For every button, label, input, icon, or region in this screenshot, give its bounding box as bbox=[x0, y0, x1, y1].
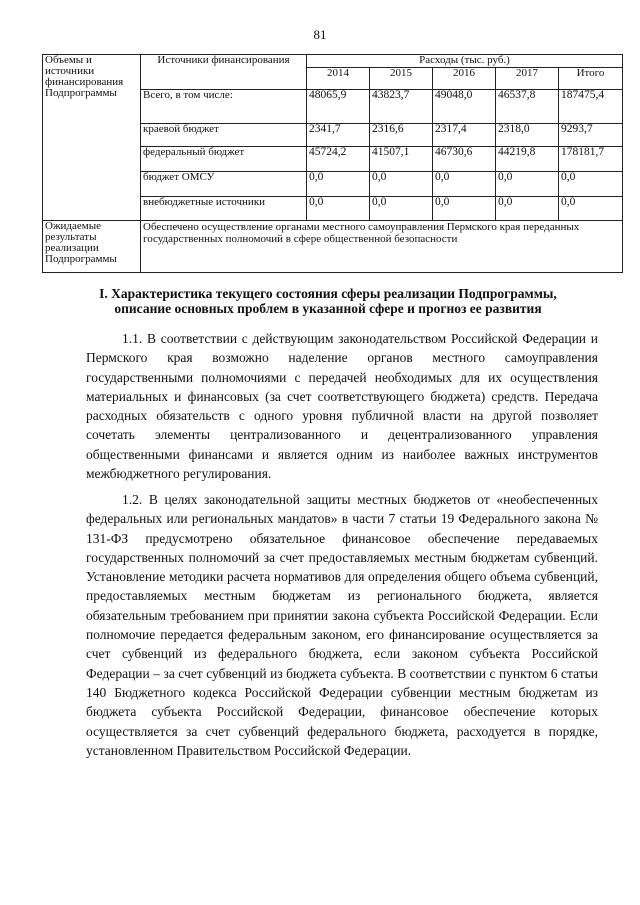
value-cell: 0,0 bbox=[559, 197, 623, 221]
value-cell: 41507,1 bbox=[370, 147, 433, 172]
value-cell: 178181,7 bbox=[559, 147, 623, 172]
source-label: внебюджетные источники bbox=[141, 197, 307, 221]
page-number: 81 bbox=[313, 27, 327, 42]
results-text: Обеспечено осуществление органами местного самоуправления Пермского края переданных государственных полномочий в сфере общественной безопасности bbox=[141, 221, 623, 273]
value-cell: 43823,7 bbox=[370, 90, 433, 124]
value-cell: 0,0 bbox=[496, 172, 559, 197]
expenses-header: Расходы (тыс. руб.) bbox=[307, 55, 623, 68]
value-cell: 187475,4 bbox=[559, 90, 623, 124]
value-cell: 0,0 bbox=[370, 172, 433, 197]
results-row-label: Ожидаемые результаты реализации Подпрограммы bbox=[43, 221, 141, 273]
value-cell: 0,0 bbox=[433, 197, 496, 221]
year-header: 2017 bbox=[496, 68, 559, 90]
value-cell: 2316,6 bbox=[370, 124, 433, 147]
value-cell: 46537,8 bbox=[496, 90, 559, 124]
paragraph-1-2: 1.2. В целях законодательной защиты местных бюджетов от «необеспеченных федеральных или региональных мандатов» в части 7 статьи 19 Федерального закона № 131-ФЗ предусмотрено обязательное финансовое обеспечение передаваемых государственных полномочий за счет предоставляемых местным бюджетам субвенций. Установление методики расчета нормативов для определения общего объема субвенций, предоставляемых местным бюджетам из регионального бюджета, является обязательным требованием при принятии закона субъекта Российской Федерации. Если полномочие передается федеральным законом, его финансирование осуществляется за счет субвенций из федерального бюджета, если законом субъекта Российской Федерации – за счет субвенций из бюджета субъекта. В соответствии с пунктом 6 статьи 140 Бюджетного кодекса Российской Федерации субвенции местным бюджетам из бюджета субъекта Российской Федерации, финансовое обеспечение которых осуществляется за счет субвенций федерального бюджета, расходуется в порядке, установленном Правительством Российской Федерации. bbox=[86, 492, 598, 758]
value-cell: 2341,7 bbox=[307, 124, 370, 147]
section-title: I. Характеристика текущего состояния сферы реализации Подпрограммы, описание основных проблем в указанной сфере и прогноз ее развития bbox=[99, 286, 557, 316]
value-cell: 44219,8 bbox=[496, 147, 559, 172]
year-header: 2016 bbox=[433, 68, 496, 90]
funding-table bbox=[42, 54, 623, 273]
source-label: краевой бюджет bbox=[141, 124, 307, 147]
value-cell: 0,0 bbox=[307, 197, 370, 221]
value-cell: 0,0 bbox=[370, 197, 433, 221]
value-cell: 2318,0 bbox=[496, 124, 559, 147]
source-label: федеральный бюджет bbox=[141, 147, 307, 172]
value-cell: 0,0 bbox=[307, 172, 370, 197]
value-cell: 0,0 bbox=[433, 172, 496, 197]
value-cell: 49048,0 bbox=[433, 90, 496, 124]
value-cell: 46730,6 bbox=[433, 147, 496, 172]
paragraph-1-1: 1.1. В соответствии с действующим законодательством Российской Федерации и Пермского края возможно наделение органов местного самоуправления государственными полномочиями с передачей необходимых для их осуществления материальных и финансовых (за счет соответствующего бюджета) средств. Передача расходных обязательств с одного уровня публичной власти на другой позволяет сочетать элементы централизованного и децентрализованного управления общественными финансами и является одним из наиболее важных инструментов межбюджетного регулирования. bbox=[86, 331, 598, 482]
funding-row-label: Объемы и источники финансирования Подпрограммы bbox=[43, 55, 141, 221]
value-cell: 0,0 bbox=[496, 197, 559, 221]
value-cell: 2317,4 bbox=[433, 124, 496, 147]
value-cell: 48065,9 bbox=[307, 90, 370, 124]
source-label: бюджет ОМСУ bbox=[141, 172, 307, 197]
value-cell: 9293,7 bbox=[559, 124, 623, 147]
sources-header: Источники финансирования bbox=[141, 55, 307, 90]
year-header: 2014 bbox=[307, 68, 370, 90]
total-header: Итого bbox=[559, 68, 623, 90]
source-label: Всего, в том числе: bbox=[141, 90, 307, 124]
value-cell: 45724,2 bbox=[307, 147, 370, 172]
value-cell: 0,0 bbox=[559, 172, 623, 197]
year-header: 2015 bbox=[370, 68, 433, 90]
